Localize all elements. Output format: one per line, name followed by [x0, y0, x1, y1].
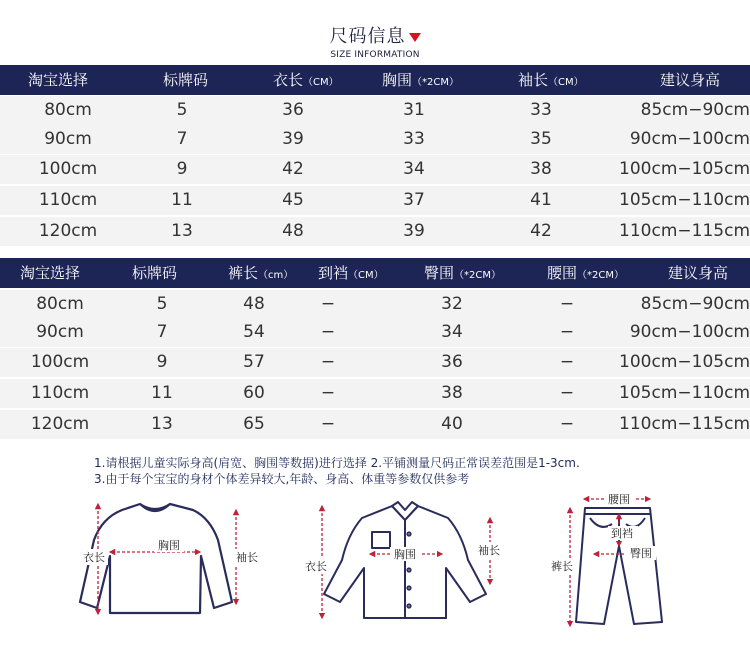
measurement-diagrams — [0, 490, 750, 650]
table-cell: 57 — [243, 352, 265, 372]
table-cell: 110cm — [38, 190, 98, 210]
table-cell: − — [320, 383, 336, 403]
table-cell: 9 — [176, 159, 188, 179]
header-cell: 衣长（CM） — [273, 71, 339, 89]
sweater-chest-label: 胸围 — [158, 539, 180, 552]
table-cell: 90cm — [44, 129, 92, 149]
table-row — [0, 379, 750, 408]
table-cell: 45 — [282, 190, 304, 210]
table-cell: 5 — [176, 100, 188, 120]
table-row — [0, 186, 750, 215]
table-cell: 54 — [243, 322, 265, 342]
table-cell: 39 — [403, 221, 425, 241]
table-cell: 48 — [243, 294, 265, 314]
header-cell: 淘宝选择 — [28, 71, 89, 89]
table-cell: − — [320, 294, 336, 314]
header-cell: 臀围（*2CM） — [424, 264, 501, 282]
table-cell: 100cm — [38, 159, 98, 179]
table-cell: 80cm — [44, 100, 92, 120]
table-cell: 90cm−100cm — [629, 322, 750, 342]
table-cell: 35 — [530, 129, 552, 149]
header-cell: 建议身高 — [660, 71, 721, 89]
sweater-length-label: 衣长 — [83, 551, 105, 564]
table-row — [0, 217, 750, 246]
table-cell: − — [320, 352, 336, 372]
pants-hip-label: 臀围 — [630, 547, 652, 560]
table-cell: 32 — [441, 294, 463, 314]
table-cell: 13 — [151, 414, 173, 434]
table-row — [0, 290, 750, 319]
table-cell: − — [559, 414, 575, 434]
table-cell: 48 — [282, 221, 304, 241]
table-cell: 42 — [530, 221, 552, 241]
table-cell: 105cm−110cm — [619, 190, 750, 210]
table-cell: 110cm — [30, 383, 90, 403]
table-row — [0, 318, 750, 347]
table-cell: 7 — [176, 129, 188, 149]
table-cell: 100cm — [30, 352, 90, 372]
table-cell: − — [559, 294, 575, 314]
pants-diagram — [576, 508, 662, 624]
table-cell: 34 — [441, 322, 463, 342]
header-cell: 标牌码 — [132, 264, 178, 282]
table-cell: 9 — [156, 352, 168, 372]
table-cell: 5 — [156, 294, 168, 314]
table-cell: 11 — [171, 190, 193, 210]
table-cell: 13 — [171, 221, 193, 241]
table-cell: − — [559, 352, 575, 372]
sweater-sleeve-label: 袖长 — [236, 551, 258, 564]
table-cell: − — [559, 322, 575, 342]
pants-crotch-label: 到裆 — [611, 527, 633, 540]
table-cell: 37 — [403, 190, 425, 210]
bottom-table-header — [0, 258, 750, 288]
table-cell: 85cm−90cm — [640, 100, 750, 120]
table-cell: 120cm — [30, 414, 90, 434]
shirt-sleeve-label: 袖长 — [478, 544, 500, 557]
table-cell: 34 — [403, 159, 425, 179]
table-cell: − — [320, 322, 336, 342]
table-cell: 65 — [243, 414, 265, 434]
table-cell: 39 — [282, 129, 304, 149]
title-cn: 尺码信息 — [329, 26, 406, 47]
header-cell: 裤长（cm） — [228, 264, 294, 282]
table-cell: 90cm — [36, 322, 84, 342]
size-info-title — [0, 22, 750, 60]
table-cell: 7 — [156, 322, 168, 342]
shirt-length-label: 衣长 — [305, 560, 327, 573]
header-cell: 建议身高 — [668, 264, 729, 282]
table-cell: 110cm−115cm — [619, 414, 750, 434]
header-cell: 腰围（*2CM） — [547, 264, 624, 282]
table-cell: 31 — [403, 100, 425, 120]
top-table-header — [0, 65, 750, 95]
title-en: SIZE INFORMATION — [330, 50, 420, 60]
note-line: 1.请根据儿童实际身高(肩宽、胸围等数据)进行选择 2.平铺测量尺码正常误差范围是1-3cm. — [94, 456, 580, 470]
header-cell: 到裆（CM） — [318, 264, 384, 282]
table-row — [0, 125, 750, 154]
table-cell: 42 — [282, 159, 304, 179]
pants-length-label: 裤长 — [551, 560, 573, 573]
table-cell: 90cm−100cm — [629, 129, 750, 149]
shirt-chest-label: 胸围 — [394, 548, 416, 561]
table-cell: 60 — [243, 383, 265, 403]
table-cell: 36 — [441, 352, 463, 372]
table-cell: 85cm−90cm — [640, 294, 750, 314]
table-cell: − — [559, 383, 575, 403]
table-cell: 110cm−115cm — [619, 221, 750, 241]
table-row — [0, 410, 750, 439]
table-cell: 36 — [282, 100, 304, 120]
header-cell: 袖长（CM） — [518, 71, 584, 89]
table-cell: 100cm−105cm — [619, 352, 750, 372]
table-cell: 80cm — [36, 294, 84, 314]
table-row — [0, 155, 750, 184]
note-line: 3.由于每个宝宝的身材个体差异较大,年龄、身高、体重等参数仅供参考 — [94, 472, 470, 486]
table-cell: 33 — [530, 100, 552, 120]
notes — [94, 455, 580, 487]
table-cell: 38 — [441, 383, 463, 403]
header-cell: 标牌码 — [163, 71, 209, 89]
table-cell: 11 — [151, 383, 173, 403]
header-cell: 胸围（*2CM） — [382, 71, 459, 89]
header-cell: 淘宝选择 — [20, 264, 81, 282]
table-cell: 40 — [441, 414, 463, 434]
table-cell: − — [320, 414, 336, 434]
table-cell: 105cm−110cm — [619, 383, 750, 403]
table-cell: 38 — [530, 159, 552, 179]
table-row — [0, 96, 750, 125]
table-cell: 100cm−105cm — [619, 159, 750, 179]
table-cell: 41 — [530, 190, 552, 210]
pants-waist-label: 腰围 — [608, 493, 630, 506]
table-row — [0, 348, 750, 377]
triangle-down-icon — [409, 33, 421, 42]
table-cell: 120cm — [38, 221, 98, 241]
table-cell: 33 — [403, 129, 425, 149]
